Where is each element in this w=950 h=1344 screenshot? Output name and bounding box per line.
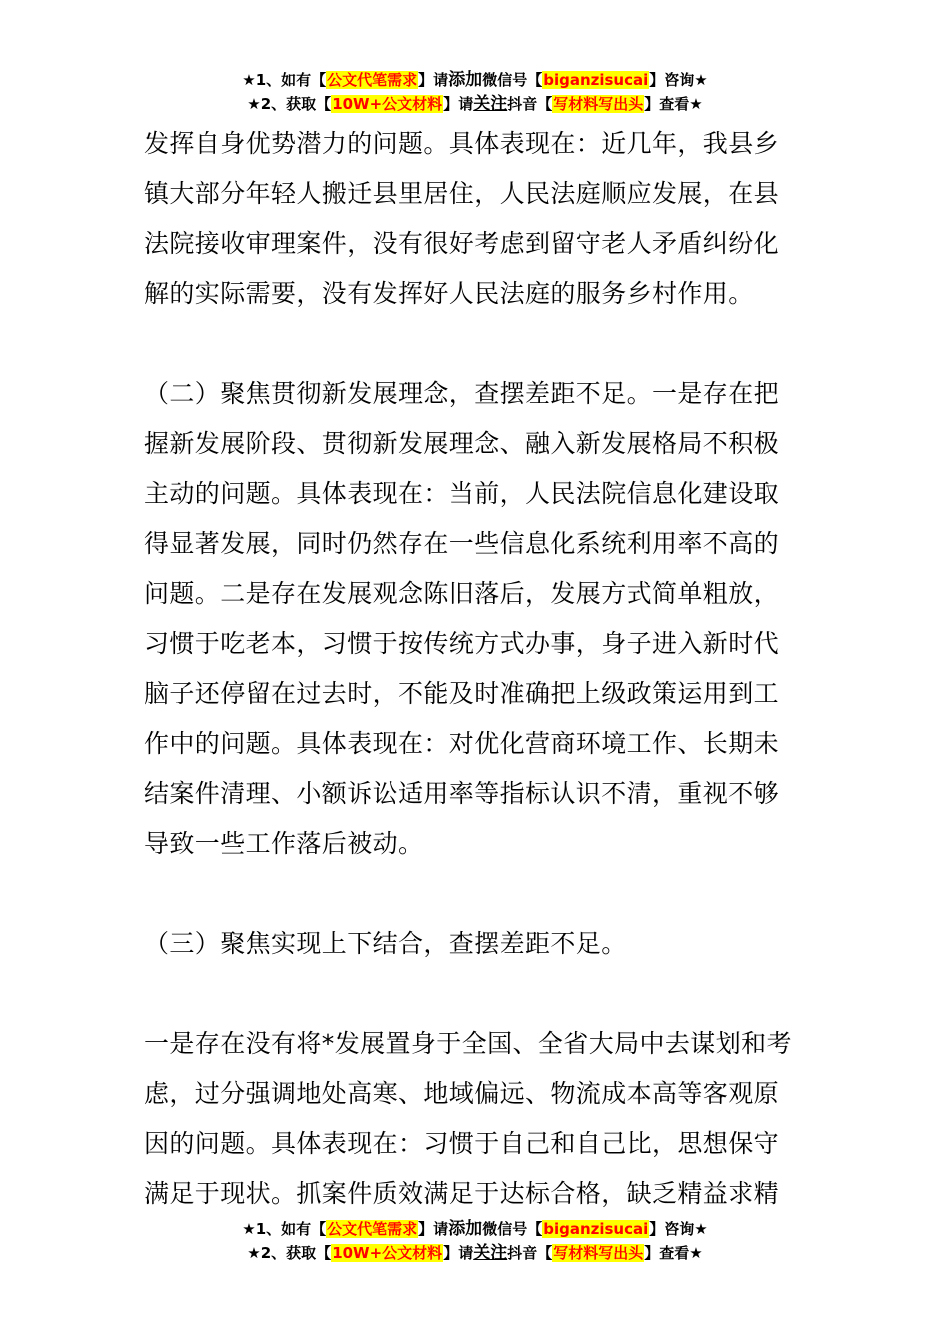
paragraph-2-line-1: （二）聚焦贯彻新发展理念，查摆差距不足。一是存在把 xyxy=(144,379,780,408)
header-line-1-prefix: ★1、如有【 xyxy=(242,71,327,89)
document-body xyxy=(144,119,810,1219)
paragraph-2-line-10: 导致一些工作落后被动。 xyxy=(144,829,424,858)
paragraph-1-line-3: 法院接收审理案件，没有很好考虑到留守老人矛盾纠纷化 xyxy=(144,229,780,258)
paragraph-1-line-2: 镇大部分年轻人搬迁县里居住，人民法庭顺应发展，在县 xyxy=(144,179,780,208)
paragraph-3 xyxy=(144,919,810,969)
paragraph-gap xyxy=(144,969,810,1019)
paragraph-4-line-4: 满足于现状。抓案件质效满足于达标合格，缺乏精益求精 xyxy=(144,1179,780,1208)
paragraph-4-line-2: 虑，过分强调地处高寒、地域偏远、物流成本高等客观原 xyxy=(144,1079,780,1108)
header-line-1-mid: 】请 xyxy=(418,71,449,89)
header-line-2-mid: 】请 xyxy=(443,95,474,113)
paragraph-2-line-8: 作中的问题。具体表现在：对优化营商环境工作、长期未 xyxy=(144,729,780,758)
paragraph-2-line-5: 问题。二是存在发展观念陈旧落后，发展方式简单粗放， xyxy=(144,579,780,608)
footer-line-2-highlight-douyin: 写材料写出头 xyxy=(553,1244,644,1262)
paragraph-1-line-4: 解的实际需要，没有发挥好人民法庭的服务乡村作用。 xyxy=(144,279,754,308)
footer-line-1-emphasis: 添加 xyxy=(448,1219,483,1239)
paragraph-2 xyxy=(144,369,810,869)
header-line-2-suffix: 】查看★ xyxy=(644,95,703,113)
header-line-2-highlight-douyin: 写材料写出头 xyxy=(553,95,644,113)
paragraph-2-line-3: 主动的问题。具体表现在：当前，人民法院信息化建设取 xyxy=(144,479,780,508)
footer-line-1-mid2: 微信号【 xyxy=(482,1220,543,1238)
paragraph-2-line-2: 握新发展阶段、贯彻新发展理念、融入新发展格局不积极 xyxy=(144,429,780,458)
header-line-2-mid2: 抖音【 xyxy=(507,95,553,113)
header-line-1-highlight-service: 公文代笔需求 xyxy=(327,71,418,89)
paragraph-2-line-6: 习惯于吃老本，习惯于按传统方式办事，身子进入新时代 xyxy=(144,629,780,658)
header-line-1 xyxy=(0,68,950,92)
footer-line-2-suffix: 】查看★ xyxy=(644,1244,703,1262)
paragraph-2-line-9: 结案件清理、小额诉讼适用率等指标认识不清，重视不够 xyxy=(144,779,780,808)
footer-banner xyxy=(0,1217,950,1265)
paragraph-2-line-7: 脑子还停留在过去时，不能及时准确把上级政策运用到工 xyxy=(144,679,780,708)
header-line-1-highlight-wechat: biganzisucai xyxy=(543,71,649,89)
paragraph-1 xyxy=(144,119,810,319)
header-line-1-suffix: 】咨询★ xyxy=(649,71,708,89)
paragraph-1-line-1: 发挥自身优势潜力的问题。具体表现在：近几年，我县乡 xyxy=(144,129,780,158)
footer-line-2-highlight-materials: 10W+公文材料 xyxy=(332,1244,443,1262)
footer-line-1 xyxy=(0,1217,950,1241)
footer-line-1-prefix: ★1、如有【 xyxy=(242,1220,327,1238)
header-line-1-mid2: 微信号【 xyxy=(482,71,543,89)
paragraph-4-line-1: 一是存在没有将*发展置身于全国、全省大局中去谋划和考 xyxy=(144,1029,792,1058)
paragraph-gap xyxy=(144,869,810,919)
header-banner xyxy=(0,68,950,116)
footer-line-2-mid2: 抖音【 xyxy=(507,1244,553,1262)
paragraph-3-line-1: （三）聚焦实现上下结合，查摆差距不足。 xyxy=(144,929,627,958)
footer-line-2 xyxy=(0,1241,950,1265)
footer-line-1-mid: 】请 xyxy=(418,1220,449,1238)
header-line-1-emphasis: 添加 xyxy=(448,70,483,90)
paragraph-4-line-3: 因的问题。具体表现在：习惯于自己和自己比，思想保守 xyxy=(144,1129,780,1158)
footer-line-2-emphasis: 关注 xyxy=(473,1243,508,1263)
footer-line-1-suffix: 】咨询★ xyxy=(649,1220,708,1238)
footer-line-2-prefix: ★2、获取【 xyxy=(247,1244,332,1262)
paragraph-4 xyxy=(144,1019,810,1219)
header-line-2-prefix: ★2、获取【 xyxy=(247,95,332,113)
header-line-2 xyxy=(0,92,950,116)
header-line-2-emphasis: 关注 xyxy=(473,94,508,114)
paragraph-gap xyxy=(144,319,810,369)
footer-line-2-mid: 】请 xyxy=(443,1244,474,1262)
header-line-2-highlight-materials: 10W+公文材料 xyxy=(332,95,443,113)
footer-line-1-highlight-service: 公文代笔需求 xyxy=(327,1220,418,1238)
footer-line-1-highlight-wechat: biganzisucai xyxy=(543,1220,649,1238)
paragraph-2-line-4: 得显著发展，同时仍然存在一些信息化系统利用率不高的 xyxy=(144,529,780,558)
